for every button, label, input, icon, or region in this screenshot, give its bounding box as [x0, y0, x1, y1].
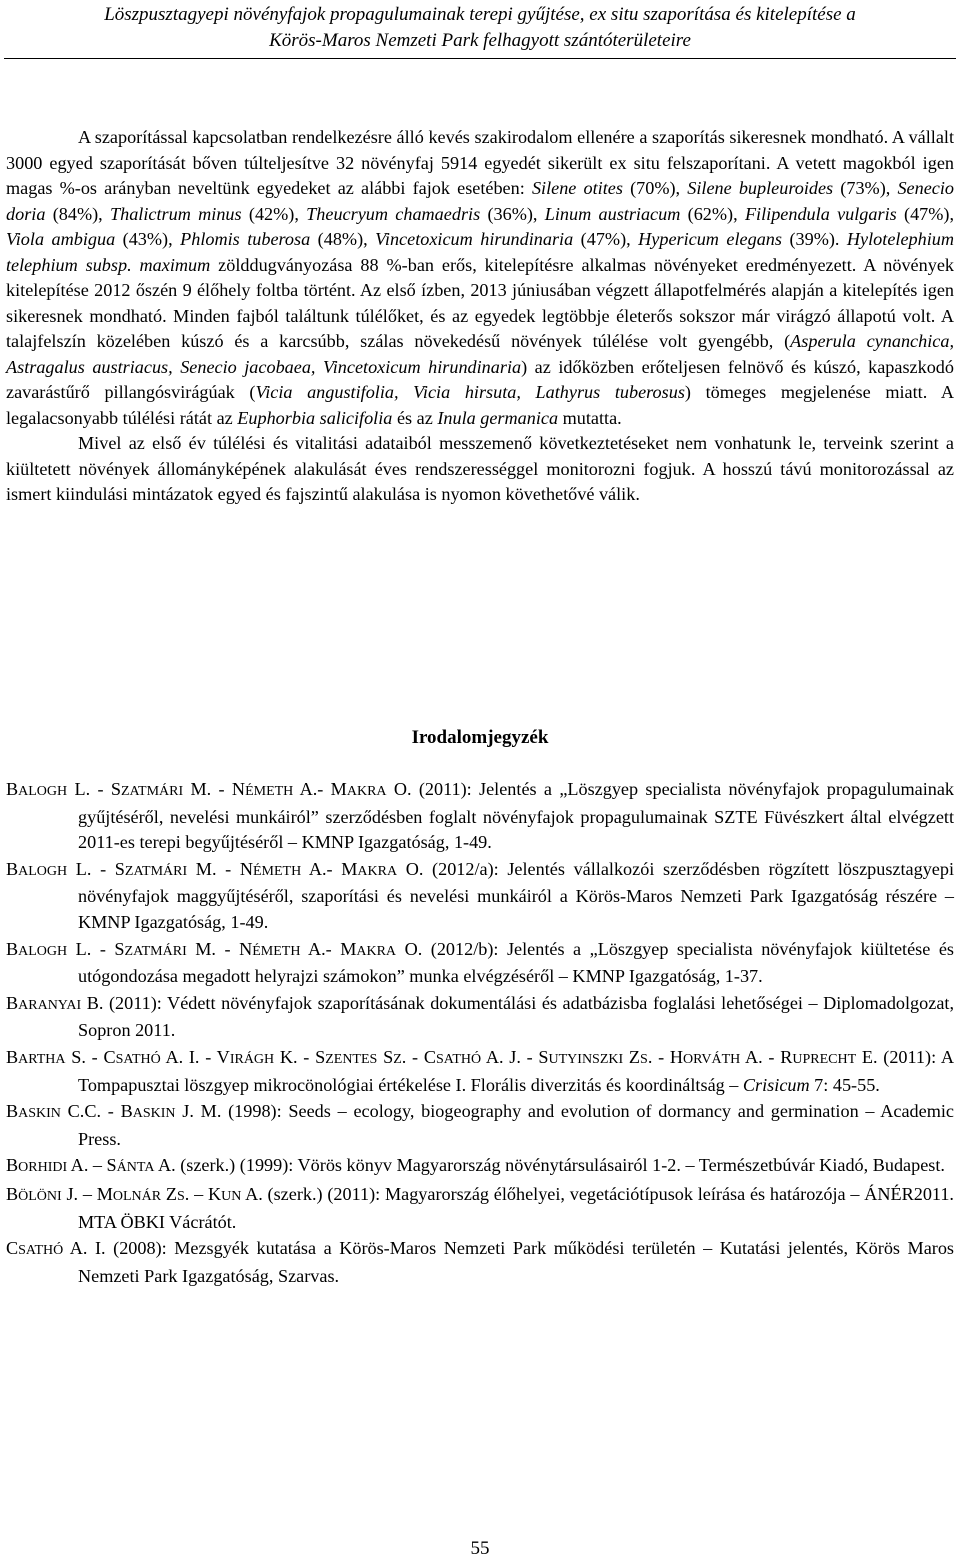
text-run: A. I. (2008): Mezsgyék kutatása a Körös-Maros Nemzeti Park működési területén – Kutatási jelentés, Körös Maros Nemzeti Park Igazgatóság, Szarvas. [63, 1238, 954, 1286]
text-run: A szaporítással kapcsolatban rendelkezésre álló kevés szakirodalom ellenére a szaporítás sikeresnek mondható. A vállalt 3000 egyed szaporítását bőven túlteljesítve 32 növényfaj 5914 egyedét sikerült ex situ felszaporítani. A vetett magokból igen magas %-os arányban neveltünk egyedeket az alábbi fajok esetében: [6, 127, 954, 198]
author-name-smallcaps: ORHIDI [18, 1160, 68, 1176]
author-name-smallcaps: UN [221, 1188, 242, 1204]
species-name: Hypericum elegans [638, 229, 782, 249]
species-name: Silene bupleuroides [687, 178, 834, 198]
reference-item [6, 1182, 954, 1235]
author-name-smallcaps: ARTHA [18, 1051, 66, 1067]
text-run: ) tömeges megjelenése miatt. A legalacsonyabb túlélési rátát az [6, 382, 955, 428]
text-run: C [6, 1238, 19, 1259]
species-name: Hylotelephium telephium subsp. maximum [6, 229, 954, 275]
species-name: Thalictrum minus [110, 203, 242, 224]
species-name: Viola ambigua [6, 229, 116, 249]
text-run: B [6, 1183, 19, 1204]
reference-list [6, 777, 954, 1290]
author-name-smallcaps: IRÁGH [229, 1051, 275, 1067]
text-run: L. - S [67, 938, 125, 959]
author-name-smallcaps: Z [393, 1051, 402, 1067]
author-name-smallcaps: ALOGH [18, 784, 68, 799]
text-run: Z [161, 1183, 177, 1204]
reference-item [6, 857, 954, 936]
text-run: C.C. - B [60, 1101, 133, 1122]
text-run: S [377, 1046, 394, 1067]
author-name-smallcaps: ASKIN [132, 1106, 176, 1122]
text-run: és az [392, 407, 438, 428]
author-name-smallcaps: ÉMETH [245, 784, 294, 799]
species-name: Asperula cynanchica, Astragalus austriacus, Senecio jacobaea, Vincetoxicum hirundinaria [6, 331, 954, 377]
text-run: (73%), [833, 178, 898, 198]
text-run: O. (2012/a): Jelentés vállalkozói szerződésben rögzített löszpusztagyepi növényfajok maggyűjtéséről, szaporítási és nevelési munkáiról a Körös-Maros Nemzeti Park Igazgatóság részére – KMNP Igazgatóság, 1-49. [78, 858, 955, 932]
species-name: Theucryum chamaedris [306, 203, 481, 224]
author-name-smallcaps: ARANYAI [18, 997, 82, 1013]
text-run: B [6, 779, 19, 799]
text-run: 7: 45-55. [809, 1074, 880, 1095]
species-name: Phlomis tuberosa [180, 229, 311, 249]
author-name-smallcaps: AKRA [346, 784, 387, 799]
reference-item [6, 1099, 954, 1152]
text-run: O. (2011): Jelentés a „Löszgyep specialista növényfajok propagulumainak gyűjtéséről, nevelési munkáiról” szerződésben foglalt növényfajok propagulumainak SZTE Füvészkert által elvégzett 2011-es terepi begyűjtéséről – KMNP Igazgatóság, 1-49. [78, 779, 955, 853]
text-run: E. (2011): A Tompapusztai löszgyep mikrocönológiai értékelése I. Florális diverzitás és koordináltság – [78, 1046, 954, 1095]
author-name-smallcaps: SATHÓ [435, 1051, 482, 1067]
author-name-smallcaps: S [176, 1188, 185, 1204]
text-run: (47%), [573, 229, 639, 249]
author-name-smallcaps: ZENTES [325, 1051, 378, 1067]
text-run: J. M. (1998): Seeds – ecology, biogeography and evolution of dormancy and germination – Academic Press. [78, 1101, 954, 1149]
species-name: Crisicum [742, 1074, 810, 1095]
species-name: Vicia angustifolia, Vicia hirsuta, Lathyrus tuberosus [255, 382, 685, 402]
text-run: B [6, 938, 19, 959]
text-run: S. - C [65, 1046, 116, 1067]
text-run: L. - S [67, 779, 121, 799]
author-name-smallcaps: UTYINSZKI [548, 1051, 624, 1067]
author-name-smallcaps: S [640, 1051, 648, 1067]
text-run: (47%), [896, 203, 955, 224]
author-name-smallcaps: ASKIN [18, 1106, 61, 1122]
text-run: A.- M [300, 938, 357, 959]
author-name-smallcaps: AKRA [356, 943, 397, 959]
author-name-smallcaps: ALOGH [18, 943, 68, 959]
text-run: O. (2012/b): Jelentés a „Löszgyep specialista növényfajok kiültetése és utógondozása megadott helyrajzi számokon” munka elvégzéséről – KMNP Igazgatóság, 1-37. [78, 938, 954, 987]
text-run: A. – S [67, 1155, 117, 1176]
text-run: A. I. - V [160, 1046, 230, 1067]
text-run: B [6, 992, 19, 1013]
reference-item [6, 937, 954, 990]
author-name-smallcaps: ORVÁTH [683, 1051, 741, 1067]
running-header [0, 2, 960, 54]
species-name: Filipendula vulgaris [744, 203, 897, 224]
text-run: . - C [401, 1046, 436, 1067]
text-run: B [6, 858, 19, 879]
text-run: (48%), [310, 229, 376, 249]
species-name: Inula germanica [437, 407, 559, 428]
species-name: Euphorbia salicifolia [237, 407, 393, 428]
text-run: . - H [647, 1046, 684, 1067]
text-run: (39%). [781, 229, 847, 249]
author-name-smallcaps: ZATMÁRI [124, 863, 188, 879]
references-heading: Irodalomjegyzék [411, 727, 549, 748]
text-run: M. - N [186, 938, 253, 959]
text-run: K. - S [274, 1046, 326, 1067]
text-run: M. - N [183, 779, 246, 799]
reference-item [6, 1236, 954, 1289]
reference-item [6, 777, 954, 856]
text-run: A. (szerk.) (1999): Vörös könyv Magyarország növénytársulásairól 1-2. – Természetbúvár Kiadó, Budapest. [154, 1155, 945, 1176]
text-run: ) az időközben erőteljesen felnövő és kúszó, kapaszkodó zavarástűrő pillangósvirágúak ( [6, 356, 954, 402]
text-run: (84%), [45, 203, 110, 224]
text-run: (62%), [680, 203, 745, 224]
author-name-smallcaps: ÖLÖNI [18, 1188, 62, 1204]
text-run: L. - S [67, 858, 125, 879]
reference-item [6, 1153, 954, 1181]
header-rule [4, 58, 956, 59]
author-name-smallcaps: ÁNTA [116, 1160, 155, 1176]
author-name-smallcaps: AKRA [357, 863, 398, 879]
author-name-smallcaps: UPRECHT [792, 1051, 857, 1067]
reference-item [6, 1045, 954, 1098]
species-name: Senecio doria [6, 178, 955, 224]
species-name: Silene otites [531, 178, 623, 198]
author-name-smallcaps: OLNÁR [112, 1188, 162, 1204]
author-name-smallcaps: ÉMETH [252, 863, 302, 879]
text-run: A.- M [293, 779, 347, 799]
author-name-smallcaps: ZATMÁRI [124, 943, 187, 959]
author-name-smallcaps: SATHÓ [18, 1243, 64, 1259]
paragraph-outlook: Mivel az első év túlélési és vitalitási adataiból messzemenő következtetéseket nem vonhatunk le, terveink szerint a kiültetett növények állományképének alakulását éves rendszerességgel monitorozni fogjuk. A hosszú távú monitorozással az ismert kiindulási mintázatok egyed és fajszintű alakulása is nyomon követhetővé válik. [6, 433, 954, 504]
text-run: A. - R [740, 1046, 793, 1067]
text-run: . – K [184, 1183, 222, 1204]
text-run: Z [623, 1046, 641, 1067]
text-run: A. J. - S [481, 1046, 549, 1067]
text-run: (70%), [622, 178, 688, 198]
text-run: (42%), [241, 203, 307, 224]
text-run: J. – M [61, 1183, 113, 1204]
species-name: Vincetoxicum hirundinaria [375, 229, 574, 249]
body-text [6, 125, 954, 508]
text-run: A. (szerk.) (2011): Magyarország élőhelyei, vegetációtípusok leírása és határozója – ÁNÉR2011. MTA ÖBKI Vácrátót. [78, 1183, 954, 1232]
text-run: (43%), [115, 229, 181, 249]
text-run: B. (2011): Védett növényfajok szaporításának dokumentálási és adatbázisba foglalási lehetőségei – Diplomadolgozat, Sopron 2011. [78, 992, 954, 1041]
page-number: 55 [470, 1538, 490, 1559]
text-run: B [6, 1046, 19, 1067]
running-header-line-1: Löszpusztagyepi növényfajok propagulumainak terepi gyűjtése, ex situ szaporítása és kitelepítése a [104, 4, 856, 25]
author-name-smallcaps: ÉMETH [252, 943, 301, 959]
text-run: mutatta. [558, 407, 622, 428]
paragraph-results [6, 125, 954, 431]
text-run: B [6, 1155, 19, 1176]
author-name-smallcaps: ALOGH [18, 863, 68, 879]
author-name-smallcaps: SATHÓ [115, 1051, 161, 1067]
text-run: B [6, 1101, 19, 1122]
text-run: zölddugványozása 88 %-ban erős, kitelepítésre alkalmas növényeket eredményezett. A növények kitelepítése 2012 őszén 9 élőhely foltba történt. Az első ízben, 2013 júniusában végzett állapotfelmérés alapján a kitelepítés igen sikeresnek mondható. Minden fajból találtunk túlélőket, és az egyedek legtöbbje életerős sokszor már virágzó állapotú volt. A talajfelszín közelében kúszó és a karcsúbb, szálas növekedésű növények túlélése volt gyengébb, ( [6, 254, 954, 351]
author-name-smallcaps: ZATMÁRI [120, 784, 184, 799]
species-name: Linum austriacum [544, 203, 681, 224]
text-run: (36%), [480, 203, 545, 224]
running-header-line-2: Körös-Maros Nemzeti Park felhagyott szántóterületeire [269, 30, 691, 51]
text-run: A.- M [301, 858, 358, 879]
text-run: M. - N [187, 858, 253, 879]
reference-item [6, 991, 954, 1044]
